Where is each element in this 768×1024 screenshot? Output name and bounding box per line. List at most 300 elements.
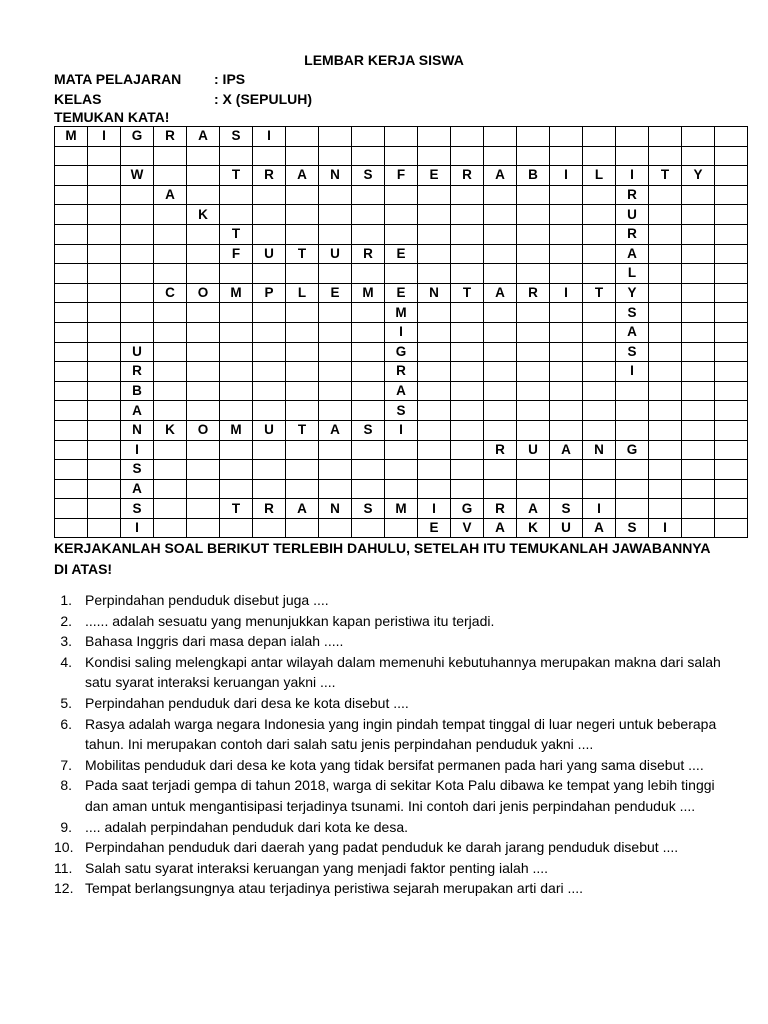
grid-cell: [517, 224, 550, 244]
grid-cell: [220, 146, 253, 166]
grid-cell: A: [286, 499, 319, 519]
grid-cell: [418, 479, 451, 499]
grid-cell: T: [220, 166, 253, 186]
grid-cell: N: [319, 166, 352, 186]
grid-cell: [682, 460, 715, 480]
grid-cell: [352, 146, 385, 166]
grid-cell: [649, 146, 682, 166]
grid-cell: [715, 460, 748, 480]
grid-cell: [484, 127, 517, 147]
grid-cell: [286, 401, 319, 421]
grid-cell: N: [319, 499, 352, 519]
grid-cell: [319, 303, 352, 323]
grid-cell: [154, 166, 187, 186]
grid-cell: [154, 322, 187, 342]
grid-cell: [649, 185, 682, 205]
grid-cell: [220, 185, 253, 205]
grid-cell: [451, 460, 484, 480]
grid-cell: [319, 264, 352, 284]
grid-cell: G: [616, 440, 649, 460]
grid-cell: O: [187, 420, 220, 440]
question-number: 9.: [60, 818, 72, 835]
grid-cell: [55, 479, 88, 499]
grid-cell: [88, 166, 121, 186]
grid-cell: [55, 518, 88, 538]
grid-cell: [154, 264, 187, 284]
grid-cell: [319, 362, 352, 382]
grid-cell: E: [418, 518, 451, 538]
question-text: Tempat berlangsungnya atau terjadinya peristiwa sejarah merupakan arti dari ....: [85, 880, 584, 897]
grid-cell: [583, 381, 616, 401]
grid-cell: [649, 127, 682, 147]
grid-cell: [286, 264, 319, 284]
grid-cell: [682, 224, 715, 244]
grid-cell: [286, 342, 319, 362]
grid-cell: [451, 185, 484, 205]
grid-cell: N: [583, 440, 616, 460]
grid-cell: [649, 303, 682, 323]
question-text: Kondisi saling melengkapi antar wilayah dalam memenuhi kebutuhannya merupakan makna dari salah satu syarat interaksi keruangan yakni ....: [85, 653, 721, 691]
grid-cell: O: [187, 283, 220, 303]
grid-cell: [451, 205, 484, 225]
grid-cell: [715, 283, 748, 303]
grid-cell: [451, 224, 484, 244]
grid-cell: [187, 166, 220, 186]
grid-cell: [583, 322, 616, 342]
grid-cell: [220, 303, 253, 323]
grid-cell: [418, 205, 451, 225]
grid-cell: [187, 322, 220, 342]
grid-cell: [682, 342, 715, 362]
grid-cell: I: [88, 127, 121, 147]
grid-cell: A: [484, 283, 517, 303]
grid-cell: [253, 146, 286, 166]
question-item: [54, 755, 724, 776]
grid-cell: [616, 460, 649, 480]
grid-cell: [220, 342, 253, 362]
grid-cell: [682, 362, 715, 382]
grid-cell: [715, 401, 748, 421]
grid-cell: [88, 342, 121, 362]
grid-cell: [418, 440, 451, 460]
grid-cell: [649, 342, 682, 362]
grid-cell: [682, 244, 715, 264]
grid-cell: [352, 401, 385, 421]
grid-cell: A: [484, 518, 517, 538]
worksheet-title: LEMBAR KERJA SISWA: [304, 52, 464, 68]
grid-cell: [715, 127, 748, 147]
grid-cell: [286, 185, 319, 205]
grid-cell: [616, 381, 649, 401]
grid-cell: [451, 303, 484, 323]
grid-cell: A: [616, 322, 649, 342]
grid-cell: [484, 401, 517, 421]
question-text: Mobilitas penduduk dari desa ke kota yang tidak bersifat permanen pada hari yang sama disebut ....: [85, 756, 704, 773]
grid-cell: [517, 342, 550, 362]
grid-cell: [286, 381, 319, 401]
grid-cell: [649, 264, 682, 284]
question-number: 4.: [60, 653, 72, 670]
grid-cell: G: [451, 499, 484, 519]
grid-cell: [682, 322, 715, 342]
grid-cell: [55, 244, 88, 264]
grid-cell: [385, 440, 418, 460]
grid-cell: [583, 244, 616, 264]
grid-cell: [88, 401, 121, 421]
grid-cell: [220, 322, 253, 342]
grid-cell: [517, 420, 550, 440]
grid-cell: [616, 499, 649, 519]
grid-cell: [682, 146, 715, 166]
grid-cell: [550, 460, 583, 480]
grid-cell: V: [451, 518, 484, 538]
grid-cell: [517, 205, 550, 225]
grid-cell: [484, 420, 517, 440]
grid-cell: [616, 420, 649, 440]
grid-cell: [418, 401, 451, 421]
grid-cell: [583, 264, 616, 284]
grid-cell: S: [616, 303, 649, 323]
grid-cell: [484, 264, 517, 284]
grid-cell: [385, 127, 418, 147]
grid-cell: [220, 264, 253, 284]
question-item: [54, 693, 724, 714]
grid-cell: [715, 244, 748, 264]
word-search-grid: [54, 126, 748, 538]
grid-cell: [187, 342, 220, 362]
grid-cell: U: [517, 440, 550, 460]
grid-cell: [682, 205, 715, 225]
grid-cell: [253, 460, 286, 480]
grid-cell: [451, 127, 484, 147]
grid-cell: [154, 362, 187, 382]
grid-cell: A: [517, 499, 550, 519]
grid-cell: G: [385, 342, 418, 362]
grid-cell: [187, 264, 220, 284]
grid-cell: Y: [616, 283, 649, 303]
question-number: 10.: [54, 839, 74, 856]
grid-cell: [55, 362, 88, 382]
grid-cell: S: [616, 342, 649, 362]
question-number: 1.: [60, 592, 72, 608]
grid-cell: [385, 205, 418, 225]
grid-cell: R: [616, 185, 649, 205]
grid-cell: [286, 362, 319, 382]
grid-cell: [451, 420, 484, 440]
grid-cell: [253, 381, 286, 401]
grid-cell: [55, 440, 88, 460]
grid-cell: [286, 518, 319, 538]
grid-cell: [187, 303, 220, 323]
grid-cell: R: [484, 499, 517, 519]
grid-cell: M: [352, 283, 385, 303]
grid-cell: [517, 460, 550, 480]
grid-cell: [550, 342, 583, 362]
grid-cell: [682, 127, 715, 147]
grid-cell: [220, 460, 253, 480]
grid-cell: [352, 127, 385, 147]
grid-cell: [253, 362, 286, 382]
grid-cell: [451, 264, 484, 284]
grid-cell: [253, 518, 286, 538]
grid-cell: Y: [682, 166, 715, 186]
grid-cell: U: [550, 518, 583, 538]
grid-cell: U: [319, 244, 352, 264]
grid-cell: [187, 440, 220, 460]
grid-cell: [286, 460, 319, 480]
grid-cell: L: [616, 264, 649, 284]
grid-cell: M: [385, 303, 418, 323]
grid-row: [55, 185, 748, 205]
grid-cell: B: [517, 166, 550, 186]
grid-cell: [682, 283, 715, 303]
grid-cell: [715, 146, 748, 166]
meta-class-label: KELAS: [54, 91, 102, 107]
grid-row: [55, 499, 748, 519]
grid-cell: [583, 224, 616, 244]
grid-cell: [55, 420, 88, 440]
grid-cell: [286, 205, 319, 225]
grid-cell: [154, 460, 187, 480]
grid-cell: [418, 224, 451, 244]
grid-cell: E: [385, 244, 418, 264]
grid-cell: U: [253, 420, 286, 440]
question-text: ...... adalah sesuatu yang menunjukkan kapan peristiwa itu terjadi.: [85, 612, 495, 629]
grid-cell: [352, 479, 385, 499]
grid-cell: [187, 479, 220, 499]
grid-cell: [220, 205, 253, 225]
grid-cell: U: [253, 244, 286, 264]
grid-cell: [253, 264, 286, 284]
grid-row: [55, 381, 748, 401]
grid-cell: [418, 244, 451, 264]
grid-cell: [451, 381, 484, 401]
question-text: Perpindahan penduduk dari daerah yang padat penduduk ke darah jarang penduduk disebut ....: [85, 839, 679, 856]
grid-cell: [319, 401, 352, 421]
grid-cell: [319, 127, 352, 147]
grid-cell: [715, 479, 748, 499]
grid-cell: S: [352, 420, 385, 440]
grid-cell: R: [451, 166, 484, 186]
grid-cell: [451, 440, 484, 460]
question-item: [54, 878, 724, 899]
meta-class-value: : X (SEPULUH): [214, 91, 312, 107]
grid-cell: I: [253, 127, 286, 147]
grid-cell: I: [550, 283, 583, 303]
grid-cell: [286, 322, 319, 342]
grid-cell: [121, 185, 154, 205]
grid-cell: [352, 205, 385, 225]
grid-cell: K: [187, 205, 220, 225]
grid-cell: [484, 460, 517, 480]
grid-cell: R: [484, 440, 517, 460]
grid-cell: I: [385, 322, 418, 342]
grid-cell: [616, 479, 649, 499]
grid-cell: S: [352, 499, 385, 519]
grid-cell: [484, 362, 517, 382]
grid-cell: [418, 127, 451, 147]
grid-cell: G: [121, 127, 154, 147]
grid-cell: [253, 401, 286, 421]
grid-cell: [649, 479, 682, 499]
grid-cell: [55, 342, 88, 362]
question-number: 11.: [54, 859, 73, 876]
grid-cell: T: [286, 244, 319, 264]
grid-row: [55, 479, 748, 499]
grid-row: [55, 362, 748, 382]
grid-cell: [286, 224, 319, 244]
grid-row: [55, 224, 748, 244]
grid-cell: [451, 401, 484, 421]
grid-cell: [187, 362, 220, 382]
grid-cell: [715, 224, 748, 244]
grid-cell: [550, 381, 583, 401]
grid-row: [55, 166, 748, 186]
grid-cell: [682, 440, 715, 460]
grid-cell: [484, 322, 517, 342]
grid-cell: M: [55, 127, 88, 147]
grid-cell: S: [550, 499, 583, 519]
grid-cell: [220, 362, 253, 382]
grid-cell: [121, 264, 154, 284]
grid-cell: [187, 460, 220, 480]
grid-cell: T: [451, 283, 484, 303]
grid-cell: R: [385, 362, 418, 382]
grid-cell: F: [385, 166, 418, 186]
grid-cell: I: [550, 166, 583, 186]
grid-cell: I: [121, 440, 154, 460]
grid-cell: [385, 479, 418, 499]
grid-cell: [715, 518, 748, 538]
grid-cell: A: [121, 401, 154, 421]
grid-cell: [517, 127, 550, 147]
grid-cell: [484, 381, 517, 401]
grid-cell: [220, 381, 253, 401]
grid-cell: [550, 127, 583, 147]
grid-cell: [220, 479, 253, 499]
grid-cell: [418, 342, 451, 362]
grid-cell: [451, 479, 484, 499]
grid-cell: [715, 303, 748, 323]
question-item: [54, 631, 724, 652]
grid-row: [55, 244, 748, 264]
grid-cell: M: [220, 283, 253, 303]
grid-cell: [55, 224, 88, 244]
grid-cell: [418, 185, 451, 205]
grid-cell: N: [418, 283, 451, 303]
grid-cell: [88, 244, 121, 264]
grid-cell: [187, 499, 220, 519]
grid-cell: [220, 440, 253, 460]
grid-cell: [649, 244, 682, 264]
grid-cell: [484, 479, 517, 499]
grid-cell: E: [385, 283, 418, 303]
grid-cell: [550, 244, 583, 264]
grid-cell: [715, 381, 748, 401]
grid-cell: [154, 499, 187, 519]
grid-cell: [88, 322, 121, 342]
grid-cell: [121, 146, 154, 166]
grid-cell: [352, 264, 385, 284]
question-number: 6.: [60, 715, 72, 732]
question-text: Perpindahan penduduk dari desa ke kota disebut ....: [85, 694, 409, 711]
grid-cell: [385, 146, 418, 166]
question-list: [54, 590, 724, 899]
grid-cell: [55, 166, 88, 186]
grid-cell: [517, 303, 550, 323]
grid-cell: F: [220, 244, 253, 264]
grid-cell: [319, 224, 352, 244]
grid-cell: [418, 264, 451, 284]
grid-cell: [319, 381, 352, 401]
grid-cell: [550, 146, 583, 166]
grid-cell: [253, 224, 286, 244]
grid-cell: [385, 185, 418, 205]
grid-cell: [55, 401, 88, 421]
grid-cell: [583, 460, 616, 480]
grid-cell: [88, 224, 121, 244]
grid-cell: [550, 322, 583, 342]
grid-cell: [187, 185, 220, 205]
grid-cell: [550, 205, 583, 225]
grid-cell: [319, 146, 352, 166]
grid-row: [55, 401, 748, 421]
grid-cell: [682, 420, 715, 440]
question-item: [54, 611, 724, 632]
grid-cell: [715, 166, 748, 186]
grid-cell: [715, 342, 748, 362]
grid-cell: [385, 518, 418, 538]
grid-cell: R: [616, 224, 649, 244]
grid-cell: [484, 205, 517, 225]
grid-cell: [154, 479, 187, 499]
grid-cell: I: [649, 518, 682, 538]
grid-cell: [649, 381, 682, 401]
grid-cell: A: [319, 420, 352, 440]
grid-cell: [418, 362, 451, 382]
grid-cell: [220, 401, 253, 421]
grid-cell: [583, 362, 616, 382]
question-number: 2.: [60, 612, 72, 629]
grid-cell: [88, 381, 121, 401]
grid-cell: [88, 146, 121, 166]
grid-cell: [154, 381, 187, 401]
grid-cell: [682, 518, 715, 538]
grid-cell: I: [385, 420, 418, 440]
grid-cell: [715, 322, 748, 342]
grid-cell: [220, 518, 253, 538]
grid-row: [55, 322, 748, 342]
grid-cell: [484, 342, 517, 362]
meta-subject-label: MATA PELAJARAN: [54, 71, 182, 87]
grid-cell: [88, 440, 121, 460]
question-number: 12.: [54, 880, 74, 897]
grid-cell: [451, 322, 484, 342]
grid-cell: [583, 303, 616, 323]
grid-cell: [715, 205, 748, 225]
grid-cell: C: [154, 283, 187, 303]
grid-cell: [616, 401, 649, 421]
grid-cell: [88, 185, 121, 205]
question-text: .... adalah perpindahan penduduk dari kota ke desa.: [85, 818, 409, 835]
grid-cell: [583, 420, 616, 440]
grid-cell: [715, 499, 748, 519]
grid-cell: [88, 518, 121, 538]
grid-cell: [649, 420, 682, 440]
grid-cell: [121, 205, 154, 225]
grid-cell: [517, 322, 550, 342]
grid-cell: [451, 362, 484, 382]
